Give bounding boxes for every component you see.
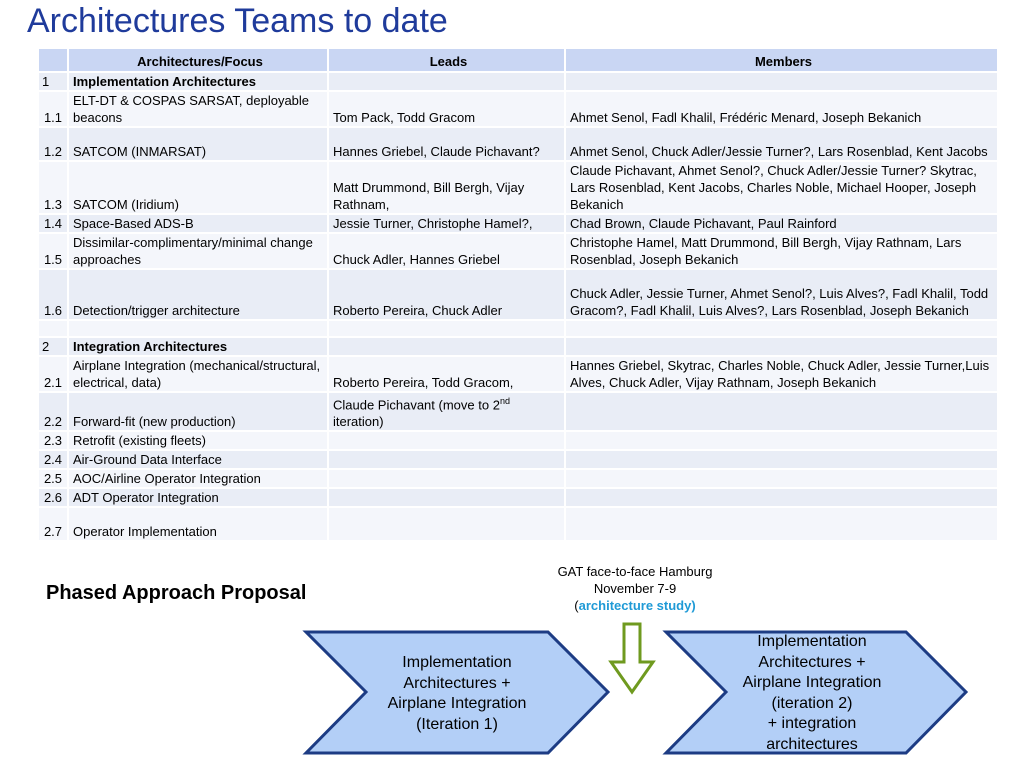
chevron-2-line: Architectures + (758, 653, 866, 671)
row-number: 1.5 (38, 233, 68, 269)
row-members: Chuck Adler, Jessie Turner, Ahmet Senol?, Luis Alves?, Fadl Khalil, Todd Gracom?, Fadl Khalil, Luis Alves?, Lars Rosenblad, Joseph Bekanich (565, 269, 998, 320)
row-focus: Operator Implementation (68, 507, 328, 541)
gat-study-label: architecture study) (578, 598, 696, 613)
row-number: 1.4 (38, 214, 68, 233)
row-leads: Chuck Adler, Hannes Griebel (328, 233, 565, 269)
row-number: 2.5 (38, 469, 68, 488)
row-focus: Implementation Architectures (68, 72, 328, 91)
row-number: 2.3 (38, 431, 68, 450)
header-leads: Leads (328, 48, 565, 72)
row-number: 2.6 (38, 488, 68, 507)
row-focus: Forward-fit (new production) (68, 392, 328, 431)
row-number: 2.1 (38, 356, 68, 392)
header-members: Members (565, 48, 998, 72)
row-members: Claude Pichavant, Ahmet Senol?, Chuck Adler/Jessie Turner? Skytrac, Lars Rosenblad, Kent Jacobs, Charles Noble, Michael Hooper, Joseph Bekanich (565, 161, 998, 214)
row-focus: Retrofit (existing fleets) (68, 431, 328, 450)
row-members: Ahmet Senol, Fadl Khalil, Frédéric Menard, Joseph Bekanich (565, 91, 998, 127)
row-focus: ADT Operator Integration (68, 488, 328, 507)
row-focus: ELT-DT & COSPAS SARSAT, deployable beacons (68, 91, 328, 127)
row-leads: Matt Drummond, Bill Bergh, Vijay Rathnam, (328, 161, 565, 214)
chevron-1-line: Architectures + (403, 674, 511, 692)
leads-text: Claude Pichavant (move to 2 (333, 397, 500, 413)
gat-line-1: GAT face-to-face Hamburg (557, 564, 713, 579)
row-leads: Hannes Griebel, Claude Pichavant? (328, 127, 565, 161)
chevron-1-line: (Iteration 1) (416, 715, 498, 733)
chevron-1-line: Implementation (402, 654, 512, 671)
row-focus: Space-Based ADS-B (68, 214, 328, 233)
gat-line-2: November 7-9 (593, 581, 677, 596)
chevron-1-text (366, 653, 548, 735)
row-focus: Dissimilar-complimentary/minimal change approaches (68, 233, 328, 269)
row-number: 1.2 (38, 127, 68, 161)
chevron-1-line: Airplane Integration (387, 695, 527, 712)
row-number: 1.6 (38, 269, 68, 320)
row-leads: Roberto Pereira, Todd Gracom, (328, 356, 565, 392)
row-members: Ahmet Senol, Chuck Adler/Jessie Turner?, Lars Rosenblad, Kent Jacobs (565, 127, 998, 161)
row-members: Hannes Griebel, Skytrac, Charles Noble, Chuck Adler, Jessie Turner,Luis Alves, Chuck Adler, Vijay Rathnam, Joseph Bekanich (565, 356, 998, 392)
row-focus: SATCOM (Iridium) (68, 161, 328, 214)
gat-open-paren: ( (574, 598, 579, 613)
chevron-2-text (726, 632, 898, 755)
row-focus: Airplane Integration (mechanical/structural, electrical, data) (68, 356, 328, 392)
row-number: 1.1 (38, 91, 68, 127)
row-focus: Detection/trigger architecture (68, 269, 328, 320)
leads-tail: iteration) (333, 414, 384, 430)
row-focus: SATCOM (INMARSAT) (68, 127, 328, 161)
phased-approach-title: Phased Approach Proposal (46, 582, 307, 604)
row-number: 1 (38, 72, 68, 91)
row-focus: Integration Architectures (68, 337, 328, 356)
row-leads: Tom Pack, Todd Gracom (328, 91, 565, 127)
row-members: Christophe Hamel, Matt Drummond, Bill Bergh, Vijay Rathnam, Lars Rosenblad, Joseph Bekanich (565, 233, 998, 269)
chevron-2-line: + integration (767, 715, 857, 732)
row-number: 2.4 (38, 450, 68, 469)
header-focus: Architectures/Focus (68, 48, 328, 72)
row-focus: Air-Ground Data Interface (68, 450, 328, 469)
row-number: 2.7 (38, 507, 68, 541)
row-number: 2 (38, 337, 68, 356)
chevron-2-line: Airplane Integration (742, 674, 882, 691)
row-members: Chad Brown, Claude Pichavant, Paul Rainford (565, 214, 998, 233)
leads-superscript: nd (499, 396, 510, 406)
row-leads: Roberto Pereira, Chuck Adler (328, 269, 565, 320)
row-leads: Jessie Turner, Christophe Hamel?, (328, 214, 565, 233)
row-focus: AOC/Airline Operator Integration (68, 469, 328, 488)
row-number: 1.3 (38, 161, 68, 214)
chevron-2-line: architectures (766, 735, 858, 753)
down-arrow-icon (611, 624, 653, 692)
page-title: Architectures Teams to date (27, 2, 448, 40)
row-number: 2.2 (38, 392, 68, 431)
chevron-2-line: Implementation (757, 633, 867, 650)
chevron-2-line: (iteration 2) (771, 694, 853, 712)
